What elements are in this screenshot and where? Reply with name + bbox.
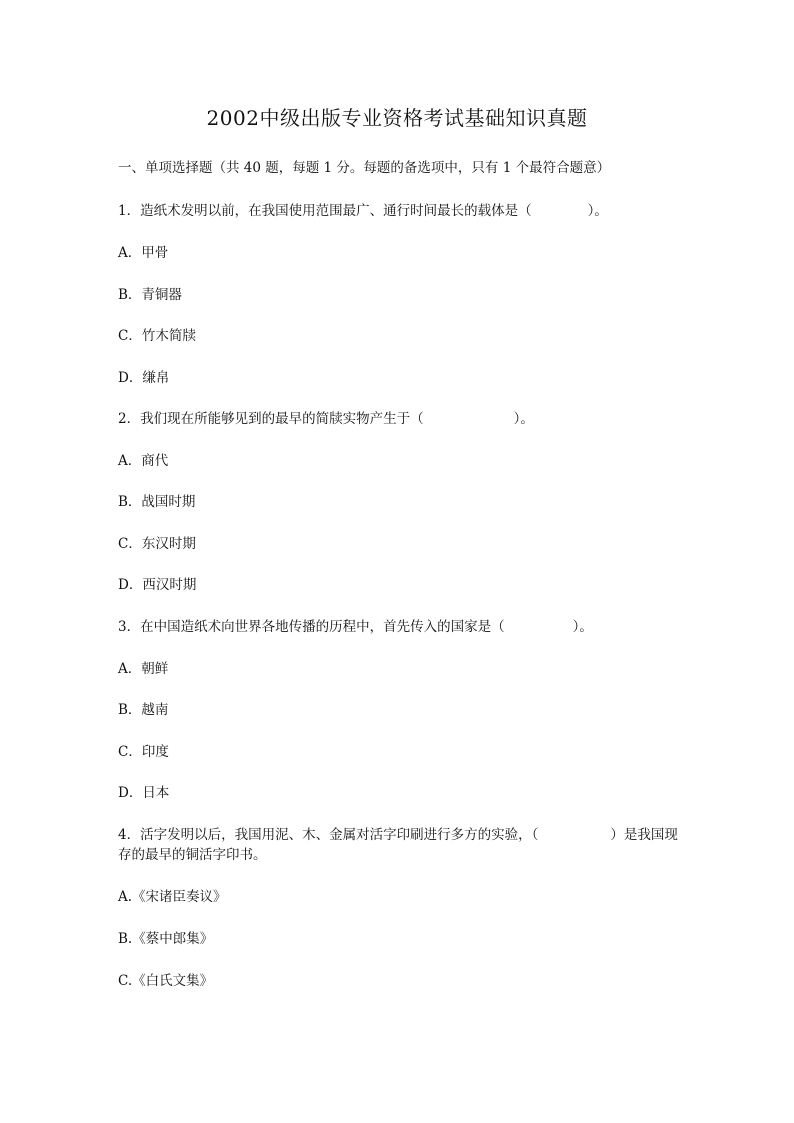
question-4-option-a: A.《宋诸臣奏议》 <box>118 889 227 905</box>
question-4-stem-end: ）是我国现存的最早的铜活字印书。 <box>118 827 678 863</box>
question-4-option-b: B.《蔡中郎集》 <box>118 931 214 947</box>
question-4-option-c: C.《白氏文集》 <box>118 973 214 989</box>
question-2-option-b: B．战国时期 <box>118 494 196 510</box>
question-3-option-d: D．日本 <box>118 785 170 801</box>
question-3-option-c: C．印度 <box>118 744 169 760</box>
question-2-stem-end: ）。 <box>513 411 534 427</box>
question-2-stem <box>118 409 534 429</box>
question-3-stem <box>118 617 593 637</box>
question-3-option-b: B．越南 <box>118 702 169 718</box>
question-1-stem-end: ）。 <box>587 203 608 219</box>
question-4-stem-text: 4．活字发明以后，我国用泥、木、金属对活字印刷进行多方的实验，（ <box>118 827 539 843</box>
question-2-option-d: D．西汉时期 <box>118 577 197 593</box>
question-2-stem-text: 2．我们现在所能够见到的最早的简牍实物产生于（ <box>118 411 424 427</box>
question-1-option-c: C．竹木简牍 <box>118 328 196 344</box>
question-2-option-c: C．东汉时期 <box>118 536 196 552</box>
question-3-stem-end: ）。 <box>572 619 593 635</box>
question-4-stem <box>118 825 680 865</box>
question-3-option-a: A．朝鲜 <box>118 661 169 677</box>
document-title: 2002中级出版专业资格考试基础知识真题 <box>206 106 588 130</box>
question-1-stem <box>118 201 608 221</box>
question-1-option-a: A．甲骨 <box>118 245 169 261</box>
question-3-stem-text: 3．在中国造纸术向世界各地传播的历程中，首先传入的国家是（ <box>118 619 505 635</box>
question-2-option-a: A．商代 <box>118 453 169 469</box>
question-1-option-d: D．缣帛 <box>118 370 170 386</box>
question-1-option-b: B．青铜器 <box>118 287 182 303</box>
question-1-stem-text: 1．造纸术发明以前，在我国使用范围最广、通行时间最长的载体是（ <box>118 203 532 219</box>
section-heading: 一、单项选择题（共 40 题，每题 1 分。每题的备选项中，只有 1 个最符合题意） <box>118 160 611 176</box>
